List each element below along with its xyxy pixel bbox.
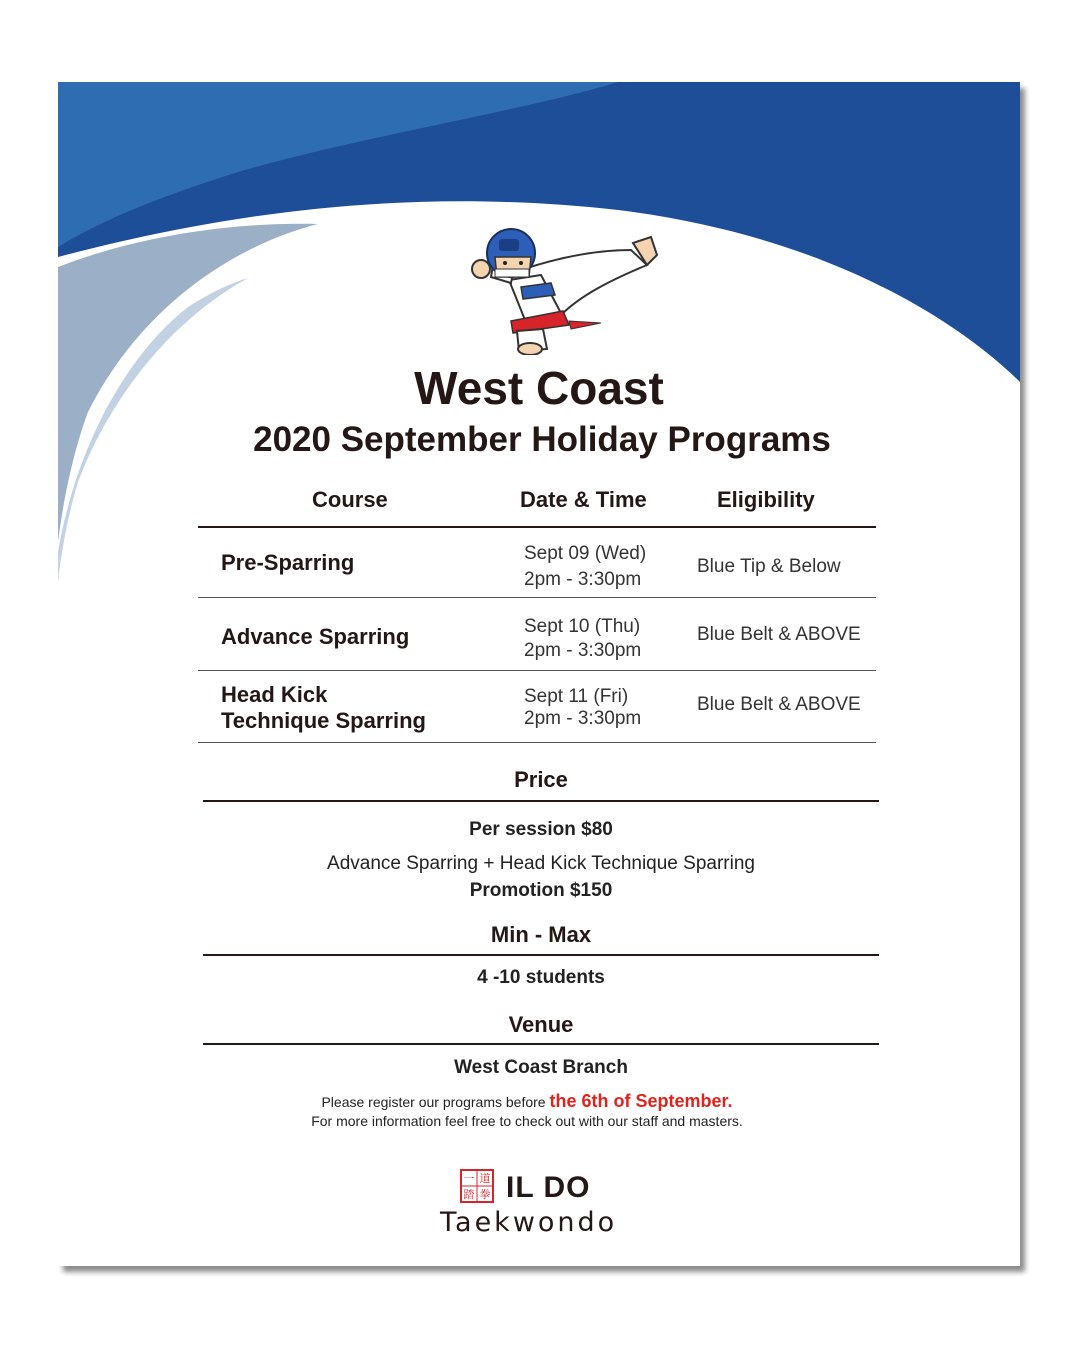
eligibility-advance-sparring: Blue Belt & ABOVE [697, 624, 861, 645]
page-title: West Coast [414, 362, 664, 414]
eligibility-pre-sparring: Blue Tip & Below [697, 556, 841, 577]
date-pre-sparring: Sept 09 (Wed) [524, 543, 647, 564]
column-header-course: Course [312, 487, 388, 512]
price-divider [203, 800, 879, 802]
course-head-kick-line1: Head Kick [221, 682, 328, 707]
time-head-kick: 2pm - 3:30pm [524, 708, 642, 729]
flyer-sheet [58, 82, 1020, 1266]
red-seal-logo-icon [459, 1166, 499, 1206]
venue-heading: Venue [508, 1012, 574, 1037]
taekwondo-kicker-icon [451, 225, 663, 355]
capacity-value: 4 -10 students [477, 967, 605, 988]
table-bottom-divider [198, 742, 876, 743]
price-per-session: Per session $80 [469, 819, 613, 840]
venue-value: West Coast Branch [454, 1057, 628, 1078]
time-advance-sparring: 2pm - 3:30pm [524, 640, 642, 661]
capacity-divider [203, 954, 879, 956]
seal-glyph-2: 道 [479, 1172, 491, 1185]
date-advance-sparring: Sept 10 (Thu) [524, 616, 641, 637]
price-promotion: Promotion $150 [469, 880, 613, 901]
column-header-eligibility: Eligibility [717, 487, 815, 512]
registration-prefix: Please register our programs before [321, 1094, 546, 1110]
capacity-heading: Min - Max [490, 922, 592, 947]
registration-note [58, 1093, 996, 1111]
table-row-divider [198, 670, 876, 671]
registration-deadline: the 6th of September. [549, 1091, 733, 1111]
info-note: For more information feel free to check out with our staff and masters. [311, 1113, 743, 1129]
time-pre-sparring: 2pm - 3:30pm [524, 569, 642, 590]
seal-glyph-3: 踏 [463, 1188, 475, 1201]
course-head-kick-line2: Technique Sparring [221, 708, 426, 733]
page-subtitle: 2020 September Holiday Programs [253, 420, 831, 459]
price-heading: Price [514, 767, 568, 792]
brand-name: IL DO [506, 1171, 591, 1204]
course-advance-sparring: Advance Sparring [221, 624, 410, 649]
table-row-divider [198, 597, 876, 598]
seal-glyph-1: 一 [463, 1172, 475, 1185]
table-header-divider [198, 526, 876, 528]
price-bundle: Advance Sparring + Head Kick Technique Sparring [327, 853, 755, 874]
venue-divider [203, 1043, 879, 1045]
course-pre-sparring: Pre-Sparring [221, 550, 355, 575]
date-head-kick: Sept 11 (Fri) [524, 686, 629, 707]
column-header-date-time: Date & Time [520, 487, 647, 512]
eligibility-head-kick: Blue Belt & ABOVE [697, 694, 861, 715]
seal-glyph-4: 拳 [479, 1188, 491, 1201]
brand-subtitle: Taekwondo [440, 1207, 618, 1238]
